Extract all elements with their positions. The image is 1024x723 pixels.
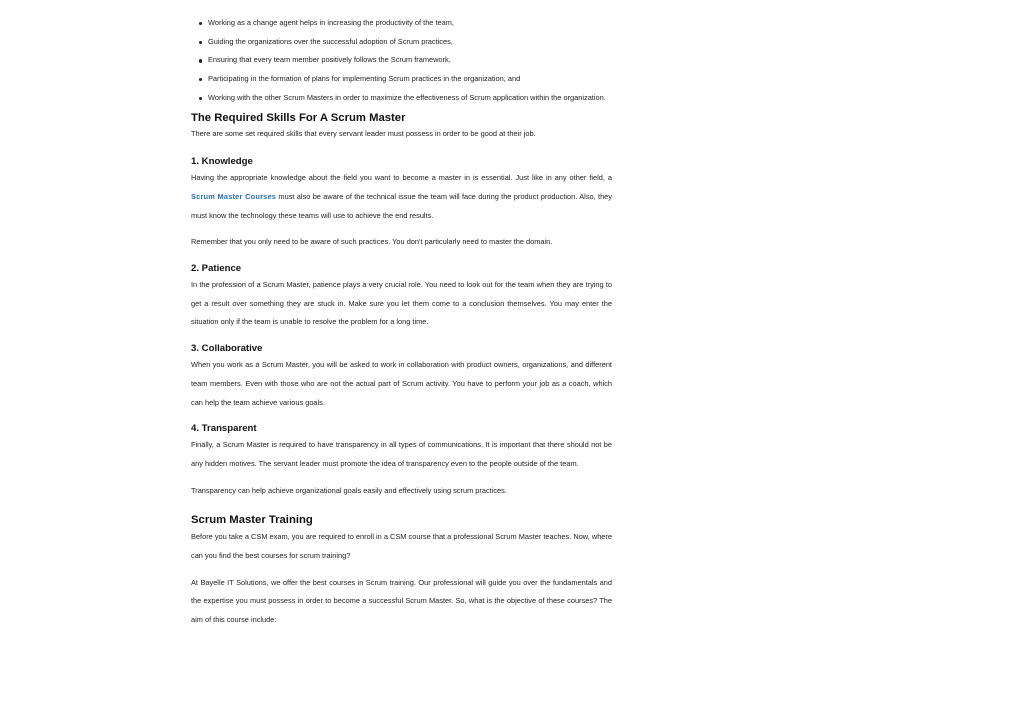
knowledge-note-paragraph: Remember that you only need to be aware of such practices. You don't particularly need to master the domain.	[191, 237, 553, 247]
knowledge-heading: 1. Knowledge	[191, 156, 253, 168]
list-item: Working with the other Scrum Masters in order to maximize the effectiveness of Scrum application within the organization.	[191, 89, 612, 108]
transparent-paragraph: Finally, a Scrum Master is required to have transparency in all types of communications. It is important that there should not be any hidden motives. The servant leader must promote the idea of transparency even to the people outside of the team.	[191, 440, 612, 468]
article-body	[191, 14, 612, 630]
knowledge-text-after: must also be aware of the technical issue the team will face during the product production. Also, they must know the technology these teams will use to achieve the end results.	[191, 191, 612, 220]
skills-section-heading: The Required Skills For A Scrum Master	[191, 111, 406, 124]
scrum-master-courses-link[interactable]: Scrum Master Courses	[191, 191, 277, 201]
knowledge-text-before: Having the appropriate knowledge about the field you want to become a master in is essential. Just like in any other field, a	[191, 173, 612, 183]
skills-intro-paragraph: There are some set required skills that every servant leader must possess in order to be good at their job.	[191, 128, 536, 138]
training-paragraph: Before you take a CSM exam, you are required to enroll in a CSM course that a professional Scrum Master teaches. Now, where can you find the best courses for scrum training?	[191, 532, 612, 561]
list-item: Guiding the organizations over the successful adoption of Scrum practices,	[191, 33, 612, 52]
patience-heading: 2. Patience	[191, 263, 242, 275]
transparent-heading: 4. Transparent	[191, 423, 257, 435]
collaborative-paragraph: When you work as a Scrum Master, you will be asked to work in collaboration with product owners, organizations, and different team members. Even with those who are not the actual part of Scrum activity. You have to perform your job as a coach, which can help the team achieve various goals.	[191, 360, 612, 407]
responsibilities-list	[191, 14, 612, 108]
list-item: Participating in the formation of plans for implementing Scrum practices in the organization, and	[191, 70, 612, 89]
transparent-note-paragraph: Transparency can help achieve organizational goals easily and effectively using scrum practices.	[191, 485, 507, 495]
training-section-heading: Scrum Master Training	[191, 514, 313, 527]
patience-paragraph: In the profession of a Scrum Master, patience plays a very crucial role. You need to look out for the team when they are trying to get a result over something they are stuck in. Make sure you let them come to a conclusion themselves. You may enter the situation only if the team is unable to resolve the problem for a long time.	[191, 280, 612, 327]
list-item: Working as a change agent helps in increasing the productivity of the team,	[191, 14, 612, 33]
collaborative-heading: 3. Collaborative	[191, 343, 263, 355]
list-item: Ensuring that every team member positively follows the Scrum framework,	[191, 51, 612, 70]
training-offer-paragraph: At Bayelle IT Solutions, we offer the best courses in Scrum training. Our professional will guide you over the fundamentals and the expertise you must possess in order to become a successful Scrum Master. So, what is the objective of these courses? The aim of this course include:	[191, 577, 612, 625]
knowledge-paragraph	[191, 169, 612, 225]
